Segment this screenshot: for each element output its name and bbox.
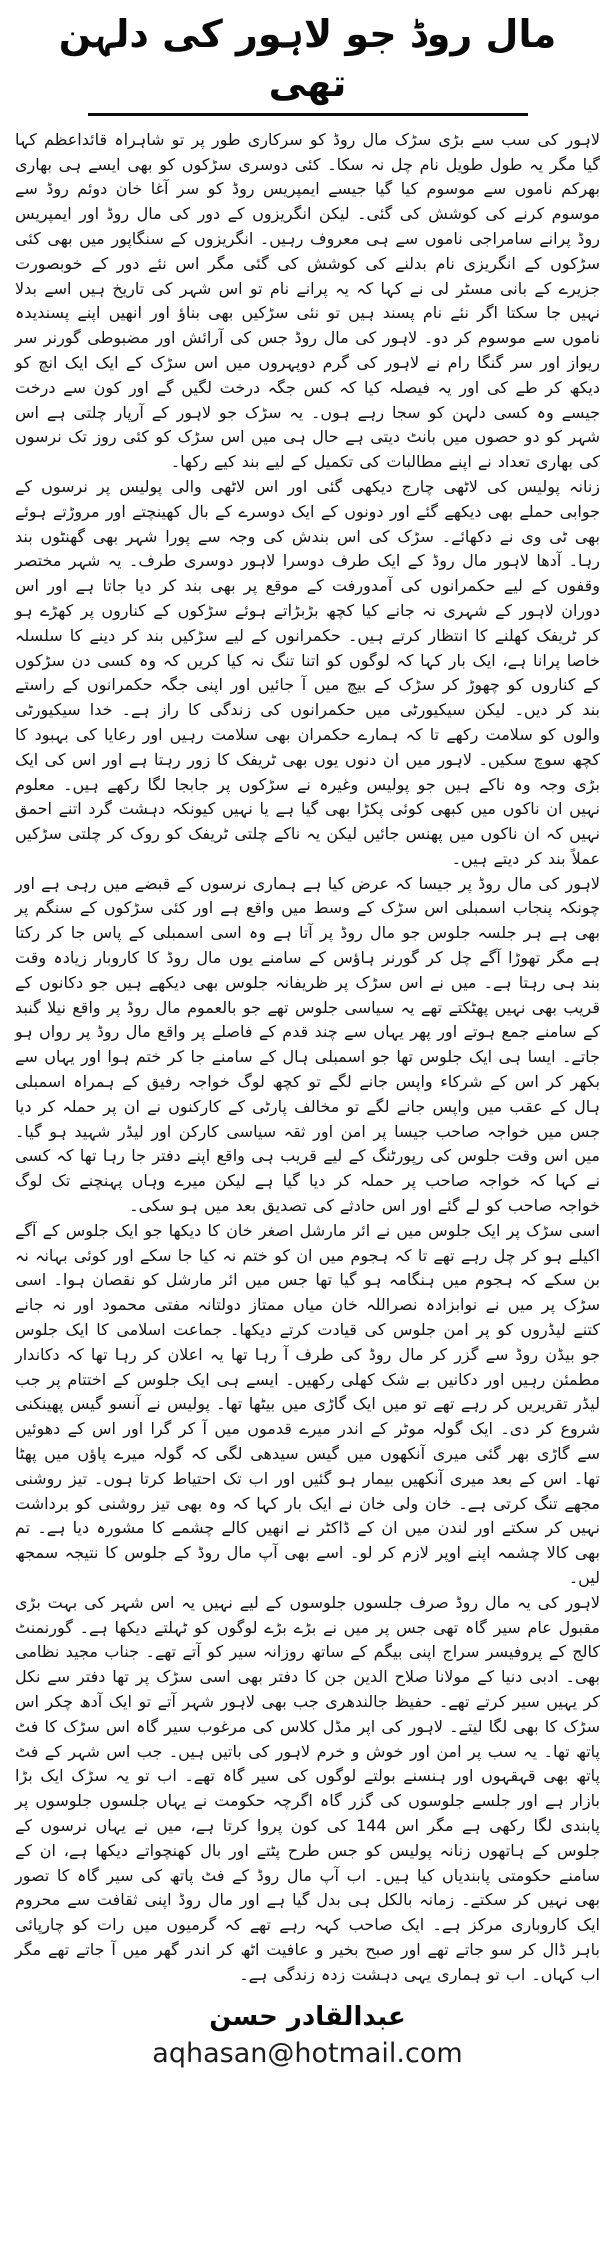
author-email-link[interactable]: aqhasan@hotmail.com: [152, 2037, 463, 2069]
title-divider: [88, 113, 528, 116]
article-title: مال روڈ جو لاہور کی دلہن تھی: [58, 12, 557, 106]
article-paragraph: زنانہ پولیس کی لاٹھی چارج دیکھی گئی اور اس لاٹھی والی پولیس پر نرسوں کے جوابی حملے بھی دیکھے گئے اور دونوں کے ایک دوسرے کے بال کھینچتے اور مروڑتے ہوئے بھی ٹی وی نے دکھائے۔ سڑک کی اس بندش کی وجہ سے پورا شہر بھی گھنٹوں بند رہا۔ آدھا لاہور مال روڈ کے ایک طرف دوسرا لاہور دوسری طرف۔ یہ شہر مختصر وقفوں کے لیے حکمرانوں کی آمدورفت کے موقع پر بھی بند کر دیا جاتا ہے اور اس دوران لاہور کے شہری نہ جانے کیا کچھ بڑبڑاتے ہوئے سڑکوں کے کناروں پر کھڑے ہو کر ٹریفک کھلنے کا انتظار کرتے ہیں۔ حکمرانوں کے لیے سڑکیں بند کر دینے کا سلسلہ خاصا پرانا ہے، ایک بار کہا کہ لوگوں کو اتنا تنگ نہ کیا کریں کہ وہ کسی دن سڑکوں کے کناروں کو چھوڑ کر سڑک کے بیچ میں آ جائیں اور اپنی جگہ حکمرانوں کے راستے بند کر دیں۔ لیکن سیکیورٹی میں حکمرانوں کی زندگی کا راز ہے۔ خدا سیکیورٹی والوں کو سلامت رکھے تا کہ ہمارے حکمران بھی سلامت رہیں اور رعایا کی بہبود کا کچھ سوچ سکیں۔ لاہور میں ان دنوں یوں بھی ٹریفک کا زور رہتا ہے اور اس کی ایک بڑی وجہ وہ ناکے ہیں جو پولیس وغیرہ نے سڑکوں پر جابجا لگا رکھے ہیں۔ معلوم نہیں ان ناکوں میں کبھی کوئی پکڑا بھی گیا ہے یا نہیں کیونکہ دہشت گرد اتنے احمق نہیں کہ ان ناکوں میں پھنس جائیں لیکن یہ ناکے چلتی ٹریفک کو روک کر چلتی سڑکیں عملاً بند کر دیتے ہیں۔: [15, 476, 600, 868]
author-signature: عبدالقادر حسن: [209, 2001, 406, 2032]
article-paragraph: اسی سڑک پر ایک جلوس میں نے ائر مارشل اصغر خان کا دیکھا جو ایک جلوس کے آگے اکیلے ہو کر چل رہے تھے تا کہ ہجوم میں ان کو ختم نہ کیا جا سکے اور کوئی بہانہ نہ بن سکے کہ ہجوم میں ہنگامہ ہو گیا تھا جس میں ائر مارشل کو نقصان ہوا۔ اسی سڑک پر میں نے نوابزادہ نصراللہ خان میاں ممتاز دولتانہ مفتی محمود اور نہ جانے کتنے لیڈروں کو پر امن جلوس کی قیادت کرتے دیکھا۔ جماعت اسلامی کا ایک جلوس جو بیڈن روڈ سے گزر کر مال روڈ کی طرف آ رہا تھا یہ اعلان کر رہا تھا کہ دکاندار مطمئن رہیں اور دکانیں بے شک کھلی رکھیں۔ ایسے ہی ایک جلوس کے اختتام پر جب لیڈر تقریریں کر رہے تھے تو میں ایک گاڑی میں بیٹھا تھا۔ پولیس نے آنسو گیس پھینکنی شروع کر دی۔ ایک گولہ موٹر کے اندر میرے قدموں میں آ کر گرا اور اس کے دھوئیں سے گاڑی بھر گئی میری آنکھوں میں گیس سیدھی لگی کہ گولہ میرے پاؤں میں پھٹا تھا۔ اس کے بعد میری آنکھیں بیمار ہو گئیں اور اب تک احتیاط کرتا ہوں۔ تیز روشنی مجھے تنگ کرتی ہے۔ خان ولی خان نے ایک بار کہا کہ وہ بھی تیز روشنی کو برداشت نہیں کر سکتے اور لندن میں ان کے ڈاکٹر نے انھیں کالے چشمے کا مشورہ دیا ہے۔ تم بھی کالا چشمہ اپنے اوپر لازم کر لو۔ اسے بھی آپ مال روڈ کے جلوس کا نتیجہ سمجھ لیں۔: [15, 1220, 600, 1587]
article-body: [15, 128, 600, 1988]
article-paragraph: لاہور کی یہ مال روڈ صرف جلسوں جلوسوں کے لیے نہیں یہ اس شہر کی بہت بڑی مقبول عام سیر گاہ تھی جس پر میں نے بڑے بڑے لوگوں کو ٹہلتے دیکھا ہے۔ گورنمنٹ کالج کے پروفیسر سراج اپنی بیگم کے ساتھ روزانہ سیر کو آتے تھے۔ جناب مجید نظامی بھی۔ ادبی دنیا کے مولانا صلاح الدین جن کا دفتر بھی اسی سڑک پر تھا دفتر سے نکل کر یہیں سیر کرتے تھے۔ حفیظ جالندھری جب بھی لاہور شہر آتے تو ایک آدھ چکر اس سڑک کا بھی لگا لیتے۔ لاہور کی اپر مڈل کلاس کی مرغوب سیر گاہ اس سڑک کا فٹ پاتھ تھا۔ یہ سب پر امن اور خوش و خرم لاہور کی باتیں ہیں۔ جب اس شہر کے فٹ پاتھ بھی قہقہوں اور ہنسنے بولتے لوگوں کی سیر گاہ تھے۔ اب تو یہ سڑک ایک بڑا بازار ہے اور جلسے جلوسوں کی گزر گاہ اگرچہ حکومت نے یہاں جلسوں جلوسوں پر پابندی لگا رکھی ہے مگر اس 144 کی کون پروا کرتا ہے، میں نے یہاں نرسوں کے جلوس کے ہاتھوں زنانہ پولیس کو جس طرح پٹتے اور بال کھنچواتے دیکھا ہے، ان کے سامنے حکومتی پابندیاں کیا ہیں۔ اب آپ مال روڈ کے فٹ پاتھ کی سیر گاہ کا تصور بھی نہیں کر سکتے۔ زمانہ بالکل ہی بدل گیا ہے اور مال روڈ اپنی ثقافت سے محروم ایک کاروباری مرکز ہے۔ ایک صاحب کہہ رہے تھے کہ گرمیوں میں رات کو چارپائی باہر ڈال کر سو جاتے تھے اور صبح بخیر و عافیت اٹھ کر اندر گھر میں آ جاتے تھے مگر اب کہاں۔ اب تو ہماری یہی دہشت زدہ زندگی ہے۔: [15, 1592, 601, 1984]
article-paragraph: لاہور کی مال روڈ پر جیسا کہ عرض کیا ہے ہماری نرسوں کے قبضے میں رہی ہے اور چونکہ پنجاب اسمبلی اس سڑک کے وسط میں واقع ہے اور کئی سڑکوں کے سنگم پر بھی ہے ہر جلسہ جلوس جو مال روڈ پر آتا ہے وہ اسی اسمبلی کے پاس جا کر رکتا ہے مگر تھوڑا آگے چل کر گورنر ہاؤس کے سامنے یوں مال روڈ کا کاروبار زیادہ وقت بند ہی رہتا ہے۔ میں نے اس سڑک پر ظریفانہ جلوس بھی دیکھے ہیں جو دکانوں کے قریب بھی نہیں پھٹکتے تھے یہ سیاسی جلوس تھے جو بالعموم مال روڈ پر واقع نیلا گنبد کے سامنے جمع ہوتے اور پھر یہاں سے چند قدم کے فاصلے پر واقع مال روڈ پر رواں ہو جاتے۔ ایسا ہی ایک جلوس تھا جو اسمبلی ہال کے سامنے جا کر ختم ہوا اور یہاں سے بکھر کر اس کے شرکاء واپس جانے لگے تو کچھ لوگ خواجہ رفیق کے ہمراہ اسمبلی ہال کے عقب میں واپس جانے لگے تو مخالف پارٹی کے کارکنوں نے ان پر حملہ کر دیا جس میں خواجہ صاحب جیسا پر امن اور ثقہ سیاسی کارکن اور لیڈر شہید ہو گیا۔ میں اس وقت جلوس کی رپورٹنگ کے لیے قریب ہی واقع اپنے دفتر جا رہا تھا کہ کسی نے کہا کہ خواجہ صاحب پر حملہ کر دیا گیا ہے لیکن میرے وہاں پہنچنے تک لوگ خواجہ صاحب کو لے گئے اور اس حادثے کی تصدیق بعد میں ہو سکی۔: [15, 873, 600, 1216]
article-footer: [15, 2002, 600, 2069]
article-paragraph: لاہور کی سب سے بڑی سڑک مال روڈ کو سرکاری طور پر تو شاہراہ قائداعظم کہا گیا مگر یہ طول طویل نام چل نہ سکا۔ کئی دوسری سڑکوں کو بھی ایسے ہی بھاری بھرکم ناموں سے موسوم کیا گیا جیسے ایمپریس روڈ کو سر آغا خان دوئم روڈ سے موسوم کرنے کی کوشش کی گئی۔ لیکن انگریزوں کے دور کی مال روڈ اور ایمپریس روڈ پرانے سامراجی ناموں سے ہی معروف رہیں۔ انگریزوں کے سنگاپور میں بھی کئی سڑکوں کے انگریزی نام بدلنے کی کوشش کی گئی مگر اس نئے دور کے خوبصورت جزیرے کے بانی مسٹر لی نے کہا کہ یہ پرانے نام تو اس شہر کی تاریخ ہیں اسے بدلا نہیں جا سکتا اگر نئے نام پسند ہیں تو نئی سڑکیں بھی بناؤ اور انھیں اپنے پسندیدہ ناموں سے موسوم کر دو۔ لاہور کی مال روڈ جس کی آرائش اور مضبوطی گورنر سر ریواز اور سر گنگا رام نے لاہور کی گرم دوپہروں میں اس سڑک کے ایک ایک انچ کو دیکھ کر طے کی اور یہ فیصلہ کیا کہ کس جگہ درخت لگیں گے اور کون سے درخت جیسے وہ کسی دلہن کو سجا رہے ہوں۔ یہ سڑک جو لاہور کے آرپار چلتی ہے اس شہر کو دو حصوں میں بانٹ دیتی ہے حال ہی میں اس سڑک کو کئی روز تک نرسوں کی بھاری تعداد نے اپنے مطالبات کی تکمیل کے لیے بند کیے رکھا۔: [15, 129, 600, 472]
